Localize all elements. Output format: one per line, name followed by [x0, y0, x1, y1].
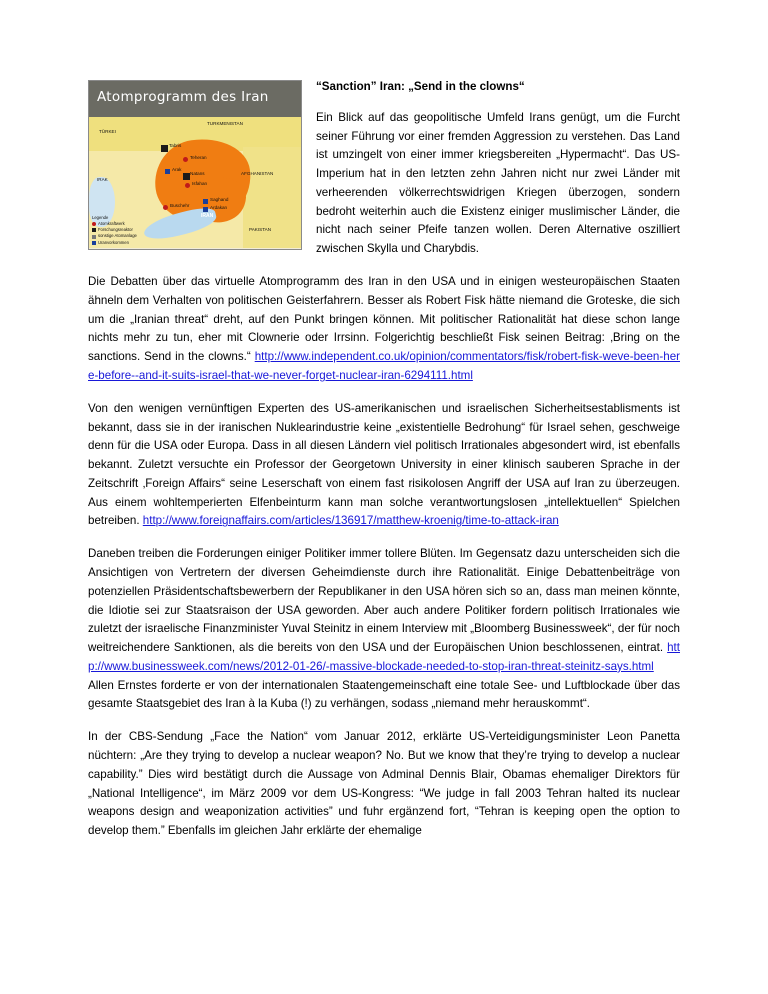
- figure-title: Atomprogramm des Iran: [97, 89, 269, 105]
- article-title: “Sanction” Iran: „Send in the clowns“: [316, 80, 525, 93]
- map-legend-label-sonstige: sonstige Atomanlage: [98, 233, 137, 239]
- paragraph-politiker-text-after: Allen Ernstes forderte er von der internationalen Staatengemeinschaft eine totale See- und Luftblockade über das gesamte Staatsgebiet des Iran à la Kuba (!) zu verhängen, sodass „niemand mehr herauskommt“.: [88, 678, 680, 711]
- paragraph-cbs: In der CBS-Sendung „Face the Nation“ vom Januar 2012, erklärte US-Verteidigungsminister Leon Panetta nüchtern: „Are they trying to develop a nuclear weapon? No. But we know that they’re trying to develop a nuclear capability.” Dies wird bestätigt durch die Aussage von Adminal Dennis Blair, Obamas ehemaliger Direktors für „National Intelligence“, im März 2009 vor dem US-Kongress: “We judge in fall 2003 Tehran halted its nuclear weapons design and weaponization activities” und fuhr ergänzend fort, “Tehran is keeping open the option to develop them.” Ebenfalls im gleichen Jahr erklärte der ehemalige: [88, 730, 680, 838]
- paragraph-debatten: [88, 273, 680, 386]
- map-city-label-buschehr: Buschehr: [170, 203, 190, 208]
- iran-nuclear-map-figure: [88, 80, 302, 250]
- map-country-label-iraq: IRAK: [97, 177, 108, 182]
- map-city-label-ardakan: Ardakan: [210, 205, 228, 210]
- intro-block: [88, 78, 680, 273]
- map-marker-teheran: [183, 157, 188, 162]
- map-marker-ardakan: [203, 207, 208, 212]
- map-city-label-teheran: Teheran: [190, 155, 207, 160]
- map-city-label-arak: Arak: [172, 167, 182, 172]
- paragraph-experten: [88, 400, 680, 531]
- map-marker-tabris: [161, 145, 168, 152]
- map-marker-arak: [165, 169, 170, 174]
- link-independent-fisk[interactable]: http://www.independent.co.uk/opinion/commentators/fisk/robert-fisk-weve-been-here-before--and-it-suits-israel-that-we-never-forget-nuclear-iran-6294111.html: [88, 350, 680, 382]
- map-legend-title: Legende: [92, 214, 109, 220]
- map-legend-label-atomkraftwerk: Atomkraftwerk: [98, 220, 125, 226]
- legend-swatch-icon-atomkraftwerk: [92, 222, 96, 226]
- figure-map-area: [89, 117, 301, 248]
- paragraph-politiker: [88, 545, 680, 714]
- map-legend-label-forschungsreaktor: Forschungsreaktor: [98, 227, 133, 233]
- map-country-label-pakistan: PAKISTAN: [249, 227, 272, 232]
- map-country-label-iran: IRAN: [201, 213, 214, 219]
- map-city-label-isfahan: Isfahan: [192, 181, 208, 186]
- link-foreignaffairs-kroenig[interactable]: http://www.foreignaffairs.com/articles/136917/matthew-kroenig/time-to-attack-iran: [142, 514, 559, 528]
- map-marker-natans: [183, 173, 190, 180]
- map-east-landmass: [243, 147, 301, 248]
- paragraph-debatten-text: Die Debatten über das virtuelle Atomprogramm des Iran in den USA und in einigen westeuropäischen Staaten ähneln dem Verhalten von politischen Geisterfahrern. Besser als Robert Fisk hätte niemand die Groteske, die sich um die „Iranian threat“ dreht, auf den Punkt bringen können. Mit politischer Rationalität hat diese schon lange nichts mehr zu tun, eher mit Clownerie oder Irrsinn. Folgerichtig beschließt Fisk seinen Beitrag: ‚Bring on the sanctions. Send in the clowns.“: [88, 275, 680, 364]
- link-businessweek-steinitz[interactable]: http://www.businessweek.com/news/2012-01-26/-massive-blockade-needed-to-stop-iran-threat-steinitz-says.html: [88, 641, 680, 673]
- map-city-label-tabris: Tabris: [169, 143, 182, 148]
- paragraph-politiker-text: Daneben treiben die Forderungen einiger Politiker immer tollere Blüten. Im Gegensatz dazu unterscheiden sich die Ansichtigen von Vertretern der diversen Geheimdienste durch ihre Rationalität. Einige Debattenbeiträge von potenziellen Präsidentschaftsbewerbern der Republikaner in den USA hören sich so an, dass man meinen könnte, die Idiotie sei zur Staatsraison der USA geworden. Aber auch andere Politiker fordern politisch Irrationales wie zuletzt der israelische Finanzminister Yuval Steinitz in einem Interview mit „Bloomberg Businessweek“, der für noch weitreichendere Sanktionen, als die bereits von den USA und der Europäischen Union beschlossenen, eintrat.: [88, 547, 680, 655]
- map-country-label-afghanistan: AFGHANISTAN: [241, 171, 274, 176]
- map-country-label-turkey: TÜRKEI: [99, 129, 116, 134]
- map-legend-label-uranvorkommen: Uranvorkommen: [98, 239, 129, 245]
- map-marker-buschehr: [163, 205, 168, 210]
- legend-swatch-icon-uranvorkommen: [92, 241, 96, 245]
- map-legend-item-uranvorkommen: [92, 240, 137, 246]
- paragraph-experten-text: Von den wenigen vernünftigen Experten des US-amerikanischen und israelischen Sicherheitsestablisments ist bekannt, dass sie in der iranischen Nuklearindustrie keine „existentielle Bedrohung“ für Israel sehen, geschweige denn für die USA oder Europa. Dass in all diesen Ländern viel politisch Irrationales abgesondert wird, ist ebenfalls bekannt. Zuletzt versuchte ein Professor der Georgetown University in einer klinisch sauberen Sprache in der Zeitschrift ‚Foreign Affairs“ seine Leserschaft von einem fast risikolosen Angriff der USA auf Iran zu überzeugen. Aus einem wohltemperierten Elfenbeinturm kann man solche verantwortungslosen „intellektuellen“ Spielchen betreiben.: [88, 401, 680, 528]
- map-legend: [92, 215, 137, 246]
- map-marker-isfahan: [185, 183, 190, 188]
- paragraph-intro: Ein Blick auf das geopolitische Umfeld Irans genügt, um die Furcht seiner Führung vor einer fremden Aggression zu verstehen. Das Land ist umzingelt von einer immer kriegsbereiten „Hypermacht“. Das US-Imperium hat in den letzten zehn Jahren nicht nur zwei Länder mit verheerenden völkerrechtswidrigen Kriegen überzogen, sondern bedroht weiterhin auch die Existenz einiger muslimischer Länder, die nicht nach seiner Pfeife tanzen wollen. Deren Alternative oszilliert zwischen Skylla und Charybdis.: [316, 110, 680, 256]
- map-city-label-saghand: Saghand: [210, 197, 229, 202]
- document-content: [88, 78, 680, 855]
- legend-swatch-icon-sonstige: [92, 235, 96, 239]
- legend-swatch-icon-forschungsreaktor: [92, 228, 96, 232]
- map-city-label-natans: Natans: [190, 171, 205, 176]
- map-country-label-turkmenistan: TURKMENISTAN: [207, 121, 243, 126]
- map-marker-saghand: [203, 199, 208, 204]
